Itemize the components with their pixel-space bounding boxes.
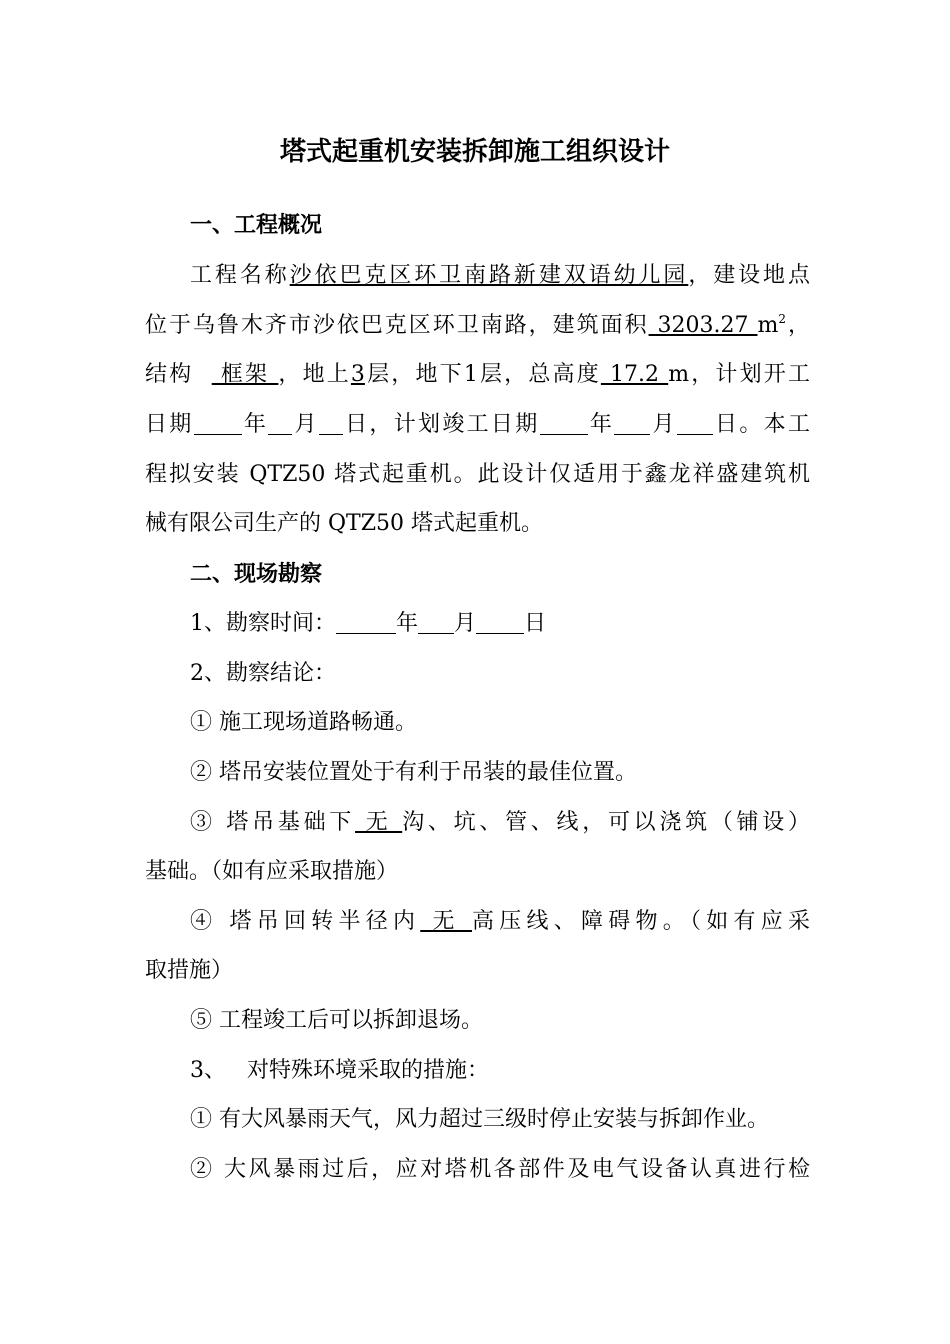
text: ， [786,313,810,338]
area-unit: m [757,313,779,338]
text: 年 [396,611,419,636]
text: ，地上 [278,362,351,387]
area-unit-superscript: 2 [778,312,786,326]
text: 年 [587,412,615,437]
end-month-blank[interactable] [614,410,650,435]
text: 沟、坑、管、线，可以浇筑（铺设） [402,810,810,835]
text: 层，地下 [364,362,464,387]
text: ，建设地点 [688,263,810,288]
text: 年 [241,412,269,437]
survey-year-blank[interactable] [336,609,396,634]
foundation-obstacle-value: 无 [355,810,403,835]
conclusion-item-4-cont: 取措施） [145,958,234,983]
building-area: 3203.27 [648,313,758,338]
text: ③ 塔吊基础下 [190,810,356,835]
overview-line-5: 程拟安装 QTZ50 塔式起重机。此设计仅适用于鑫龙祥盛建筑机 [145,462,810,487]
start-day-blank[interactable] [319,410,343,435]
survey-time [190,604,810,644]
text: ④ 塔吊回转半径内 [190,909,421,934]
section-heading-overview: 一、工程概况 [190,213,323,238]
overview-line-6: 械有限公司生产的 QTZ50 塔式起重机。 [145,511,543,536]
text: 日，计划竣工日期 [342,412,540,437]
start-month-blank[interactable] [268,410,292,435]
text: 1、勘察时间： [190,611,336,636]
radius-obstacle-value: 无 [420,909,472,934]
conclusion-item-2: ② 塔吊安装位置处于有利于吊装的最佳位置。 [190,760,637,785]
text: 结构 [145,362,194,387]
text: m，计划开工 [668,362,810,387]
survey-conclusion-label: 2、勘察结论： [190,661,336,686]
conclusion-item-3-cont: 基础。（如有应采取措施） [145,859,399,884]
survey-day-blank[interactable] [476,609,524,634]
text: 日 [524,611,547,636]
overview-line-1 [190,256,810,296]
end-day-blank[interactable] [677,410,713,435]
section-heading-survey: 二、现场勘察 [190,562,323,587]
text: 工程名称 [190,263,290,288]
text: 月 [292,412,319,437]
text: 位于乌鲁木齐市沙依巴克区环卫南路，建筑面积 [145,313,649,338]
text: 月 [454,611,477,636]
floors-above: 3 [350,362,365,387]
overview-line-3 [145,355,810,395]
overview-line-2 [145,306,810,346]
measures-label: 3、 对特殊环境采取的措施： [190,1058,489,1083]
measure-item-2: ② 大风暴雨过后，应对塔机各部件及电气设备认真进行检 [190,1157,810,1182]
text: 层，总高度 [477,362,601,387]
text: 日。本工 [712,412,810,437]
text: 月 [650,412,677,437]
conclusion-item-5: ⑤ 工程竣工后可以拆卸退场。 [190,1008,483,1033]
floors-below: 1 [463,362,478,387]
end-year-blank[interactable] [540,410,588,435]
total-height: 17.2 [600,362,669,387]
start-year-blank[interactable] [194,410,242,435]
conclusion-item-3 [190,803,810,843]
text: 日期 [145,412,194,437]
text: 高压线、障碍物。（如有应采 [472,909,810,934]
document-title: 塔式起重机安装拆卸施工组织设计 [279,137,670,167]
conclusion-item-1: ① 施工现场道路畅通。 [190,710,417,735]
structure-type: 框架 [211,362,279,387]
conclusion-item-4 [190,902,810,942]
measure-item-1: ① 有大风暴雨天气，风力超过三级时停止安装与拆卸作业。 [190,1107,769,1132]
survey-month-blank[interactable] [418,609,454,634]
project-name: 沙依巴克区环卫南路新建双语幼儿园 [289,263,689,288]
overview-line-4 [145,405,810,445]
